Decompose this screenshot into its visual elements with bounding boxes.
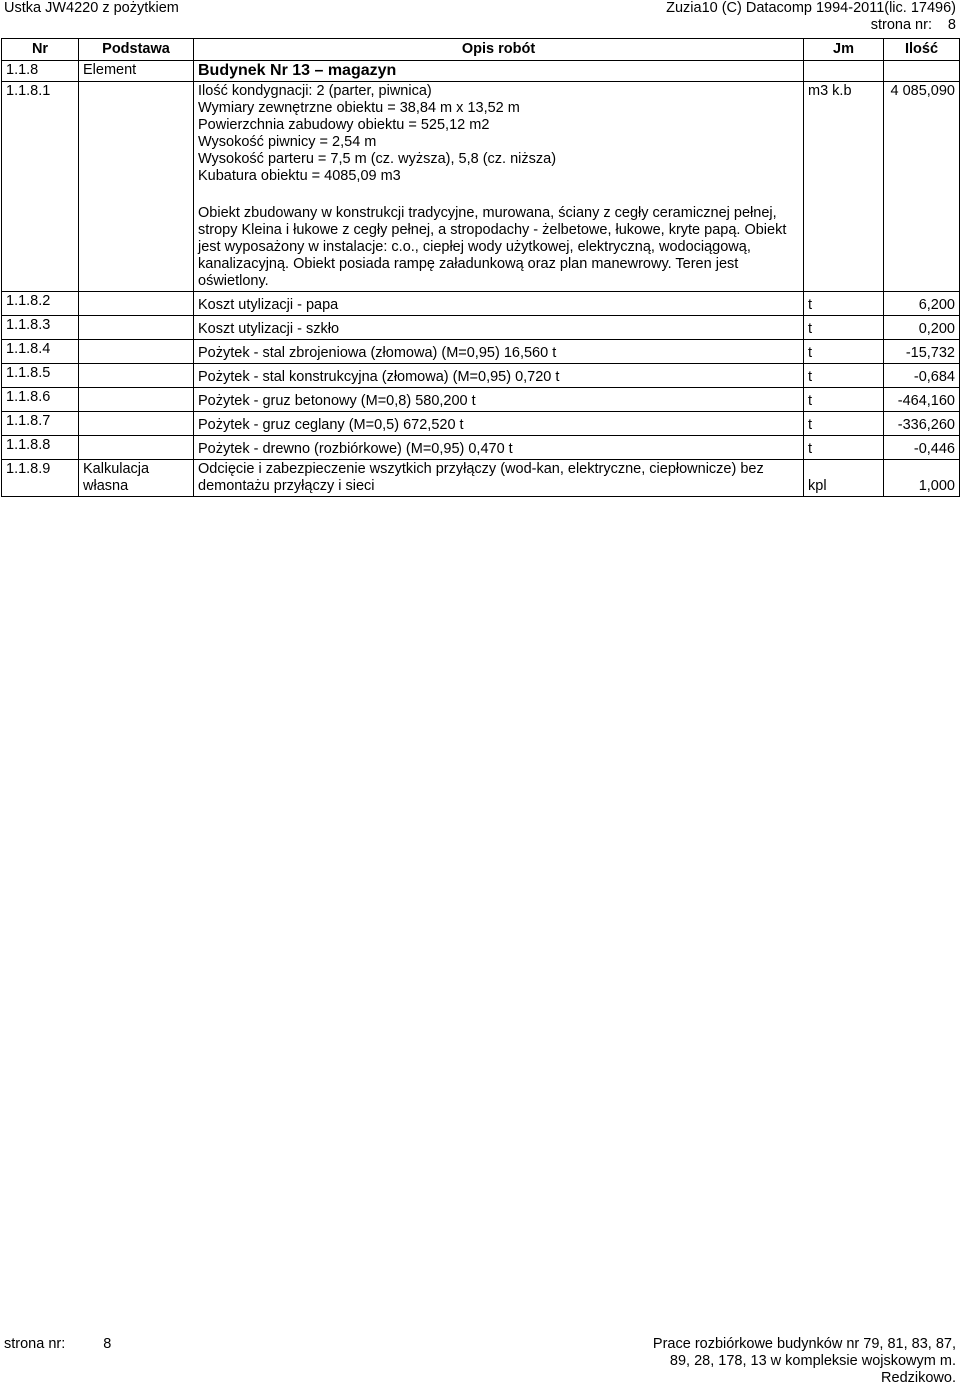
item-podstawa [79, 364, 194, 388]
table-row [2, 388, 960, 412]
header-page-number [871, 17, 956, 33]
item-nr: 1.1.8.9 [2, 460, 79, 497]
section-ilosc [884, 61, 960, 82]
item-description: Pożytek - stal zbrojeniowa (złomowa) (M=0,95) 16,560 t [194, 340, 804, 364]
table-header-row [2, 39, 960, 61]
header-page-label: strona nr: [870, 17, 932, 33]
item-quantity: 0,200 [884, 316, 960, 340]
item-unit: m3 k.b [804, 82, 884, 292]
item-quantity: -464,160 [884, 388, 960, 412]
item-description: Pożytek - gruz betonowy (M=0,8) 580,200 t [194, 388, 804, 412]
item-description: Koszt utylizacji - papa [194, 292, 804, 316]
table-row [2, 82, 960, 292]
item-nr: 1.1.8.5 [2, 364, 79, 388]
footer-line: 89, 28, 178, 13 w kompleksie wojskowym m. [669, 1353, 956, 1369]
description-line: Wysokość parteru = 7,5 m (cz. wyższa), 5,8 (cz. niższa) [198, 151, 557, 167]
description-line: Kubatura obiektu = 4085,09 m3 [198, 168, 401, 184]
item-unit: t [804, 388, 884, 412]
section-title: Budynek Nr 13 – magazyn [198, 62, 397, 79]
item-description: Pożytek - stal konstrukcyjna (złomowa) (M=0,95) 0,720 t [194, 364, 804, 388]
description-line: Obiekt zbudowany w konstrukcji tradycyjne, murowana, ściany z cegły ceramicznej pełnej, [198, 205, 777, 221]
description-line: kanalizacyjną. Obiekt posiada rampę załadunkową oraz plan manewrowy. Teren jest [198, 256, 739, 272]
item-quantity: -0,446 [884, 436, 960, 460]
section-jm [804, 61, 884, 82]
item-unit: kpl [804, 460, 884, 497]
section-cell [194, 61, 804, 82]
item-podstawa [79, 436, 194, 460]
item-nr: 1.1.8.7 [2, 412, 79, 436]
item-unit: t [804, 436, 884, 460]
item-podstawa [79, 340, 194, 364]
item-quantity: -336,260 [884, 412, 960, 436]
item-unit: t [804, 412, 884, 436]
items-body [2, 292, 960, 460]
col-header-podstawa: Podstawa [79, 39, 194, 61]
description-line: demontażu przyłączy i sieci [198, 478, 375, 494]
item-podstawa [79, 388, 194, 412]
description-line: Odcięcie i zabezpieczenie wszytkich przyłączy (wod-kan, elektryczne, ciepłownicze) bez [198, 461, 764, 477]
item-nr: 1.1.8.6 [2, 388, 79, 412]
item-unit: t [804, 292, 884, 316]
table-row [2, 460, 960, 497]
item-quantity: 4 085,090 [884, 82, 960, 292]
item-nr: 1.1.8.1 [2, 82, 79, 292]
col-header-opis: Opis robót [194, 39, 804, 61]
item-description [194, 82, 804, 292]
header-right-text: Zuzia10 (C) Datacomp 1994-2011(lic. 17496) [666, 0, 956, 16]
item-nr: 1.1.8.4 [2, 340, 79, 364]
item-podstawa [79, 316, 194, 340]
section-row [2, 61, 960, 82]
item-description: Pożytek - gruz ceglany (M=0,5) 672,520 t [194, 412, 804, 436]
item-description: Koszt utylizacji - szkło [194, 316, 804, 340]
table-row [2, 292, 960, 316]
col-header-jm: Jm [804, 39, 884, 61]
item-podstawa [79, 292, 194, 316]
table-row [2, 340, 960, 364]
header-page-value: 8 [947, 17, 956, 33]
description-line: oświetlony. [198, 273, 269, 289]
description-line: Wymiary zewnętrzne obiektu = 38,84 m x 13,52 m [198, 100, 520, 116]
item-nr: 1.1.8.8 [2, 436, 79, 460]
item-podstawa [79, 460, 194, 497]
description-line: stropy Kleina i łukowe z cegły pełnej, a stropodachy - żelbetowe, łukowe, kryte papą. Obiekt [198, 222, 787, 238]
item-quantity: -15,732 [884, 340, 960, 364]
item-description: Pożytek - drewno (rozbiórkowe) (M=0,95) 0,470 t [194, 436, 804, 460]
section-podstawa: Element [79, 61, 194, 82]
item-unit: t [804, 364, 884, 388]
description-line: Ilość kondygnacji: 2 (parter, piwnica) [198, 83, 432, 99]
footer-page-number [4, 1336, 111, 1352]
section-nr: 1.1.8 [2, 61, 79, 82]
page-header [0, 0, 960, 40]
item-podstawa [79, 412, 194, 436]
table-row [2, 364, 960, 388]
item-nr: 1.1.8.2 [2, 292, 79, 316]
item-quantity: -0,684 [884, 364, 960, 388]
item-description [194, 460, 804, 497]
col-header-ilosc: Ilość [884, 39, 960, 61]
footer-page-label: strona nr: [4, 1336, 66, 1352]
table-row [2, 436, 960, 460]
item-unit: t [804, 316, 884, 340]
footer-page-value: 8 [103, 1336, 112, 1352]
table-row [2, 412, 960, 436]
item-podstawa [79, 82, 194, 292]
item-quantity: 6,200 [884, 292, 960, 316]
table-row [2, 316, 960, 340]
description-block-b [198, 205, 799, 290]
item-quantity: 1,000 [884, 460, 960, 497]
footer-line: Prace rozbiórkowe budynków nr 79, 81, 83, 87, [652, 1336, 956, 1352]
podstawa-line: Kalkulacja [83, 461, 150, 477]
cost-table [1, 38, 960, 497]
description-line: Powierzchnia zabudowy obiektu = 525,12 m2 [198, 117, 490, 133]
description-line: jest wyposażony w instalacje: c.o., ciepłej wody użytkowej, elektryczną, wodociągową, [198, 239, 751, 255]
item-unit: t [804, 340, 884, 364]
header-left-text: Ustka JW4220 z pożytkiem [4, 0, 179, 16]
footer-line: Redzikowo. [881, 1370, 956, 1386]
col-header-nr: Nr [2, 39, 79, 61]
item-nr: 1.1.8.3 [2, 316, 79, 340]
footer-project-title [616, 1336, 956, 1387]
description-line: Wysokość piwnicy = 2,54 m [198, 134, 377, 150]
description-block-a [198, 83, 799, 185]
podstawa-line: własna [83, 478, 129, 494]
